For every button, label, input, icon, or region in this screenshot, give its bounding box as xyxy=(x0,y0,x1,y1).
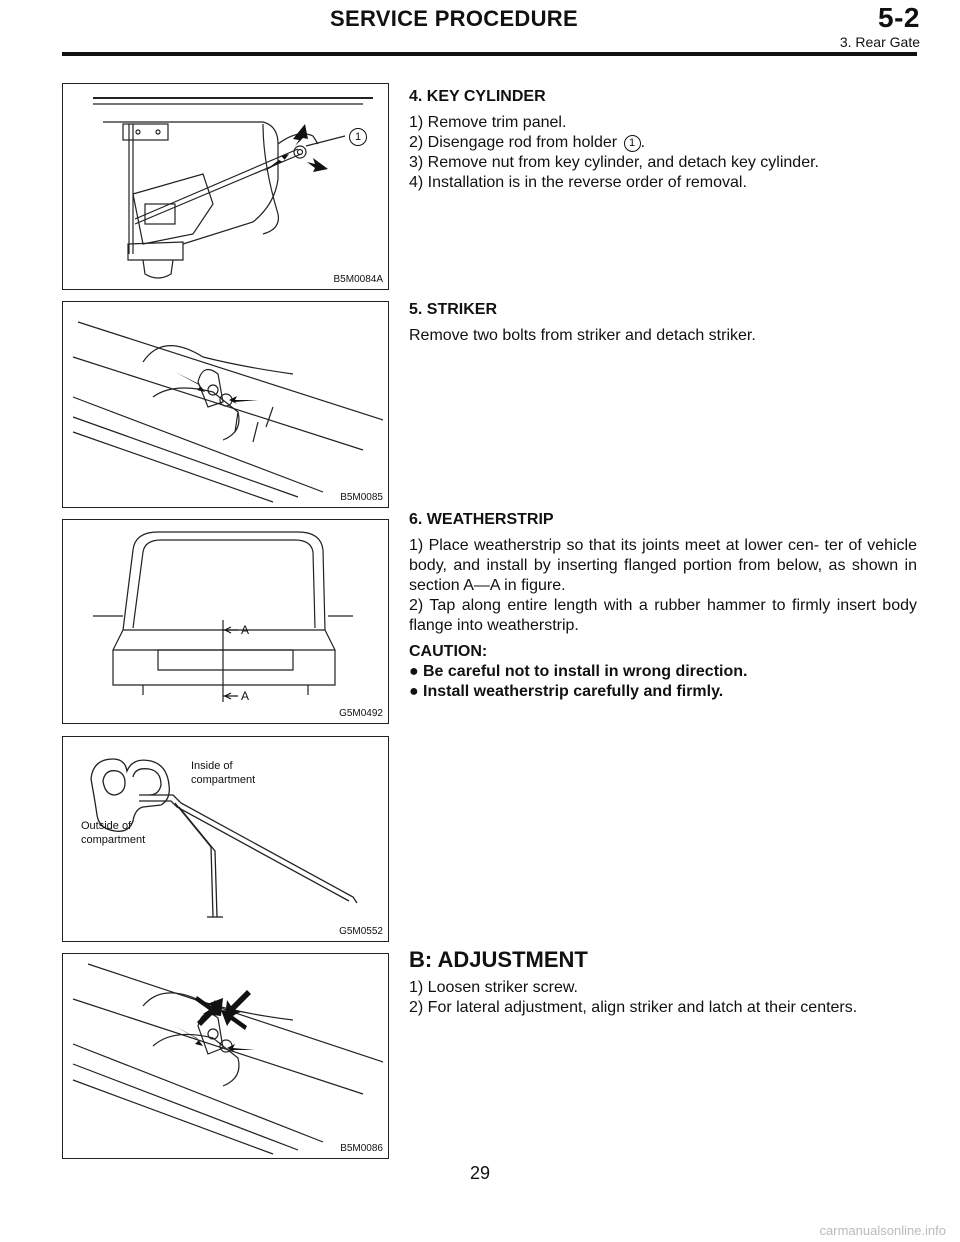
step-2: 2) For lateral adjustment, align striker and latch at their centers. xyxy=(409,999,858,1016)
key-cylinder-illustration xyxy=(63,84,388,289)
figure-id: B5M0086 xyxy=(340,1143,383,1154)
step-2: 2) Disengage rod from holder 1 . xyxy=(409,134,646,151)
caution-item: ● Be careful not to install in wrong direction. xyxy=(409,663,748,680)
heading-weatherstrip: 6. WEATHERSTRIP xyxy=(409,511,554,528)
section-subtitle: 3. Rear Gate xyxy=(839,34,920,50)
figure-callout-1: 1 xyxy=(349,128,367,146)
striker-adjustment-illustration xyxy=(63,954,388,1158)
callout-1-icon: 1 xyxy=(624,135,641,152)
figure-weatherstrip-section xyxy=(62,736,389,942)
striker-text: Remove two bolts from striker and detach striker. xyxy=(409,327,756,344)
figure-id: B5M0085 xyxy=(340,492,383,503)
step-2: 2) Tap along entire length with a rubber hammer to firmly insert body flange into weatherstrip. xyxy=(409,597,917,634)
figure-id: G5M0552 xyxy=(339,926,383,937)
figure-id: B5M0084A xyxy=(333,274,383,285)
step-4: 4) Installation is in the reverse order of removal. xyxy=(409,174,747,191)
heading-adjustment: B: ADJUSTMENT xyxy=(409,947,588,972)
page-header-title: SERVICE PROCEDURE xyxy=(330,6,578,31)
step-1: 1) Remove trim panel. xyxy=(409,114,567,131)
section-number: 5-2 xyxy=(878,2,920,33)
striker-illustration xyxy=(63,302,388,507)
step-1: 1) Place weatherstrip so that its joints meet at lower cen- ter of vehicle body, and install by inserting flanged portion from below, as shown in section A—A in figure. xyxy=(409,537,917,594)
figure-id: G5M0492 xyxy=(339,708,383,719)
section-weatherstrip xyxy=(409,510,917,702)
label-inside-compartment: Inside of compartment xyxy=(191,760,256,786)
rear-gate-illustration xyxy=(63,520,388,723)
section-striker xyxy=(409,300,917,346)
watermark: carmanualsonline.info xyxy=(819,1223,946,1238)
heading-key-cylinder: 4. KEY CYLINDER xyxy=(409,88,546,105)
section-label-bottom: A xyxy=(241,689,250,703)
figure-striker xyxy=(62,301,389,508)
label-outside-compartment: Outside of compartment xyxy=(81,820,146,846)
header-rule xyxy=(62,52,917,56)
caution-item: ● Install weatherstrip carefully and firmly. xyxy=(409,683,724,700)
figure-striker-adjustment xyxy=(62,953,389,1159)
section-label-top: A xyxy=(241,623,250,637)
section-adjustment xyxy=(409,947,917,1018)
figure-key-cylinder xyxy=(62,83,389,290)
step-3: 3) Remove nut from key cylinder, and detach key cylinder. xyxy=(409,154,819,171)
bullet-icon: ● xyxy=(409,683,419,700)
figure-rear-gate xyxy=(62,519,389,724)
bullet-icon: ● xyxy=(409,663,419,680)
heading-striker: 5. STRIKER xyxy=(409,301,498,318)
section-key-cylinder xyxy=(409,87,917,193)
page-number: 29 xyxy=(469,1163,491,1183)
caution-label: CAUTION: xyxy=(409,643,488,660)
step-1: 1) Loosen striker screw. xyxy=(409,979,578,996)
